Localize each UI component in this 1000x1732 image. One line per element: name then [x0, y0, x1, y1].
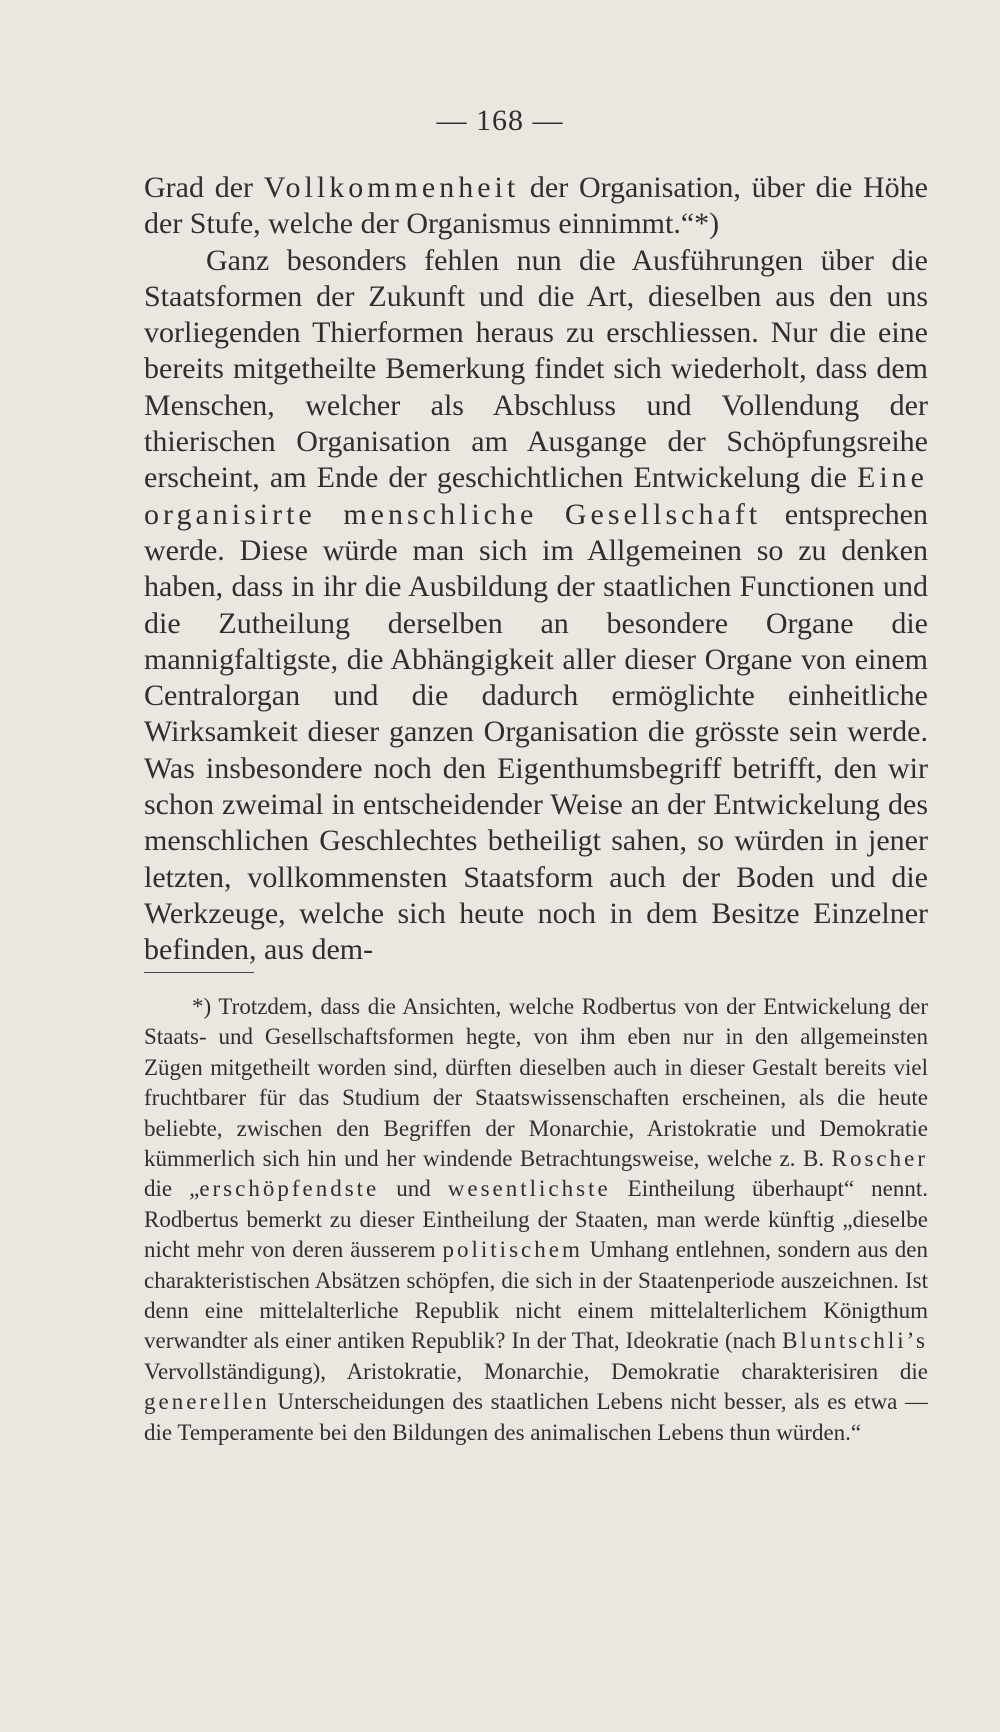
footnote-part-1: *) Trotzdem, dass die Ansichten, welche Rodbertus von der Entwickelung der Staats- und Gesellschaftsformen hegte, von ihm eben nur in den allgemeinsten Zügen mitgetheilt worden sind, dürften dieselben auch in dieser Gestalt bereits viel fruchtbarer für das Studium der Staatswissenschaften erscheinen, als die heute beliebte, zwischen den Begriffen der Monarchie, Aristokratie und Demokratie kümmerlich sich hin und her windende Betrachtungsweise, welche z. B. — [144, 994, 928, 1172]
footnote-divider — [144, 972, 254, 973]
footnote-part-6: Vervollständigung), Aristokratie, Monarchie, Demokratie charakterisiren die — [144, 1358, 928, 1384]
footnote-spaced-erschoepfendste: erschöpfendste — [199, 1176, 380, 1202]
paragraph-1 — [144, 170, 928, 243]
footnote-part-2: die „ — [144, 1176, 200, 1202]
footnote-spaced-politischem: politischem — [442, 1237, 583, 1263]
spaced-emphasis-gesellschaft: Eine organisirte menschliche Gesellschaft — [144, 461, 928, 531]
main-text-body — [144, 170, 928, 969]
paragraph-2 — [144, 243, 928, 969]
footnote-part-3: und — [379, 1176, 448, 1202]
footnote-spaced-bluntschli: Bluntschli’s — [782, 1328, 928, 1354]
spaced-emphasis-vollkommenheit: Vollkommenheit — [263, 171, 520, 204]
footnote-part-4: Eintheilung überhaupt“ nennt. Rodbertus bemerkt zu dieser Eintheilung der Staaten, man werde künftig „dieselbe nicht mehr von deren äusserem — [144, 1176, 929, 1263]
footnote — [144, 992, 928, 1448]
paragraph-2-start: Ganz besonders fehlen nun die Ausführungen über die Staatsformen der Zukunft und die Art, dieselben aus den uns vorliegenden Thierformen heraus zu erschliessen. Nur die eine bereits mitgetheilte Bemerkung findet sich wiederholt, dass dem Menschen, welcher als Abschluss und Vollendung der thierischen Organisation am Ausgange der Schöpfungsreihe erscheint, am Ende der geschichtlichen Entwickelung die — [144, 243, 928, 495]
page-number: — 168 — — [436, 104, 564, 137]
footnote-spaced-wesentlichste: wesentlichste — [447, 1176, 611, 1202]
paragraph-1-start: Grad der — [144, 171, 264, 204]
footnote-part-5: Umhang entlehnen, sondern aus den charakteristischen Absätzen schöpfen, die sich in der Staatenperiode auszeichnen. Ist denn eine mittelalterliche Republik nicht einem mittelalterlichem Königthum verwandter als einer antiken Republik? In der That, Ideokratie (nach — [144, 1237, 928, 1354]
footnote-spaced-roscher: Roscher — [831, 1146, 928, 1172]
paragraph-2-end: entsprechen werde. Diese würde man sich im Allgemeinen so zu denken haben, dass in ihr die Ausbildung der staatlichen Functionen und die Zutheilung derselben an besondere Organe die mannigfaltigste, die Abhängigkeit aller dieser Organe von einem Centralorgan und die dadurch ermöglichte einheitliche Wirksamkeit dieser ganzen Organisation die grösste sein werde. Was insbesondere noch den Eigenthumsbegriff betrifft, den wir schon zweimal in entscheidender Weise an der Entwickelung des menschlichen Geschlechtes betheiligt sahen, so würden in jener letzten, vollkommensten Staatsform auch der Boden und die Werkzeuge, welche sich heute noch in dem Besitze Einzelner befinden, aus dem- — [144, 497, 928, 967]
footnote-part-7: Unterscheidungen des staatlichen Lebens nicht besser, als es etwa — die Temperamente bei den Bildungen des animalischen Lebens thun würden.“ — [144, 1389, 928, 1445]
footnote-spaced-generellen: generellen — [144, 1389, 270, 1415]
paragraph-1-end: der Organisation, über die Höhe der Stufe, welche der Organismus einnimmt.“*) — [144, 171, 928, 241]
